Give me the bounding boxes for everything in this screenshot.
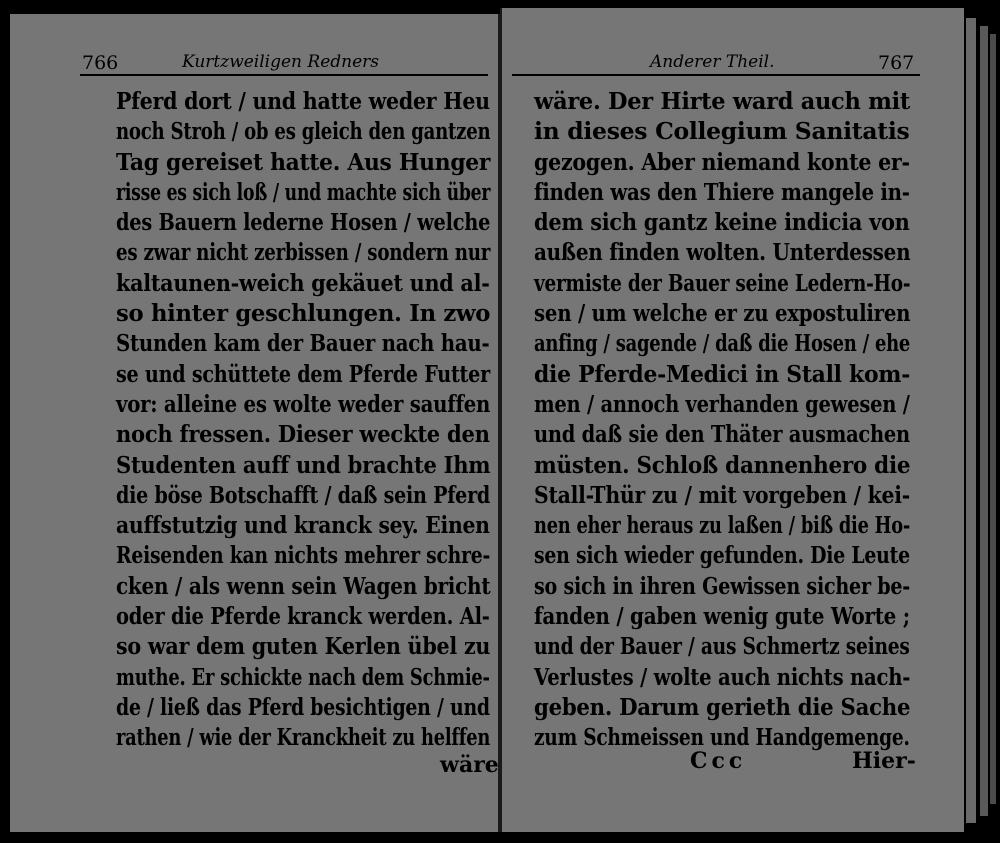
text-line: noch Stroh / ob es gleich den gantzen (116, 117, 491, 146)
text-line: so sich in ihren Gewissen sicher be- (534, 571, 910, 600)
text-line: rathen / wie der Kranckheit zu helffen (116, 723, 491, 752)
left-catchword: wäre (440, 752, 499, 778)
text-line: Stall-Thür zu / mit vorgeben / kei- (534, 480, 910, 509)
signature-mark: Ccc (690, 748, 747, 774)
left-running-title: Kurtzweiligen Redners (182, 52, 380, 72)
text-line: Verlustes / wolte auch nichts nach- (534, 662, 911, 691)
text-line: vor: alleine es wolte weder sauffen (116, 389, 491, 418)
text-line: Pferd dort / und hatte weder Heu (116, 87, 490, 115)
text-line: außen finden wolten. Unterdessen (534, 238, 911, 267)
text-line: wäre. Der Hirte ward auch mit (534, 87, 910, 115)
text-line: so hinter geschlungen. In zwo (116, 299, 491, 328)
text-line: sen sich wieder gefunden. Die Leute (534, 541, 910, 570)
left-header-rule (80, 74, 488, 76)
text-line: se und schüttete dem Pferde Futter (116, 359, 490, 388)
text-line: dem sich gantz keine indicia von (534, 208, 910, 237)
right-text-block (534, 86, 910, 753)
text-line: müsten. Schloß dannenhero die (534, 450, 911, 479)
text-line: cken / als wenn sein Wagen bricht (116, 571, 491, 600)
text-line: anfing / sagende / daß die Hosen / ehe (534, 329, 911, 358)
text-line: nen eher heraus zu laßen / biß die Ho- (534, 511, 911, 540)
text-line: muthe. Er schickte nach dem Schmie- (116, 662, 490, 691)
text-line: finden was den Thiere mangele in- (534, 177, 910, 206)
page-edge (966, 18, 976, 823)
text-line: Studenten auff und brachte Ihm (116, 450, 491, 479)
text-line: oder die Pferde kranck werden. Al- (116, 602, 490, 631)
text-line: Stunden kam der Bauer nach hau- (116, 329, 490, 358)
text-line: die Pferde-Medici in Stall kom- (534, 359, 911, 388)
text-line: noch fressen. Dieser weckte den (116, 420, 490, 449)
page-edge (980, 26, 988, 816)
text-line: die böse Botschafft / daß sein Pferd (116, 480, 491, 509)
text-line: de / ließ das Pferd besichtigen / und (116, 692, 490, 721)
left-page-number: 766 (82, 52, 119, 74)
text-line: so war dem guten Kerlen übel zu (116, 632, 491, 661)
text-line: risse es sich loß / und machte sich über (116, 177, 491, 206)
text-line: des Bauern lederne Hosen / welche (116, 208, 491, 237)
text-line: Tag gereiset hatte. Aus Hunger (116, 147, 491, 176)
right-running-title: Anderer Theil. (650, 52, 775, 72)
text-line: geben. Darum gerieth die Sache (534, 692, 911, 721)
right-page-number: 767 (878, 52, 915, 74)
text-line: Reisenden kan nichts mehrer schre- (116, 541, 491, 570)
text-line: fanden / gaben wenig gute Worte ; (534, 602, 910, 631)
text-line: men / annoch verhanden gewesen / (534, 389, 910, 418)
text-line: zum Schmeissen und Handgemenge. (534, 723, 910, 752)
text-line: in dieses Collegium Sanitatis (534, 117, 910, 146)
text-line: sen / um welche er zu expostuliren (534, 299, 911, 328)
text-line: es zwar nicht zerbissen / sondern nur (116, 238, 491, 267)
text-line: und der Bauer / aus Schmertz seines (534, 632, 910, 661)
right-catchword: Hier- (852, 748, 916, 774)
right-header-rule (512, 74, 920, 76)
text-line: vermiste der Bauer seine Ledern-Ho- (534, 268, 911, 297)
left-text-block (116, 86, 490, 753)
text-line: gezogen. Aber niemand konte er- (534, 147, 910, 176)
text-line: und daß sie den Thäter ausmachen (534, 420, 910, 449)
text-line: auffstutzig und kranck sey. Einen (116, 511, 490, 540)
page-edge (990, 34, 996, 804)
text-line: kaltaunen-weich gekäuet und al- (116, 268, 490, 297)
